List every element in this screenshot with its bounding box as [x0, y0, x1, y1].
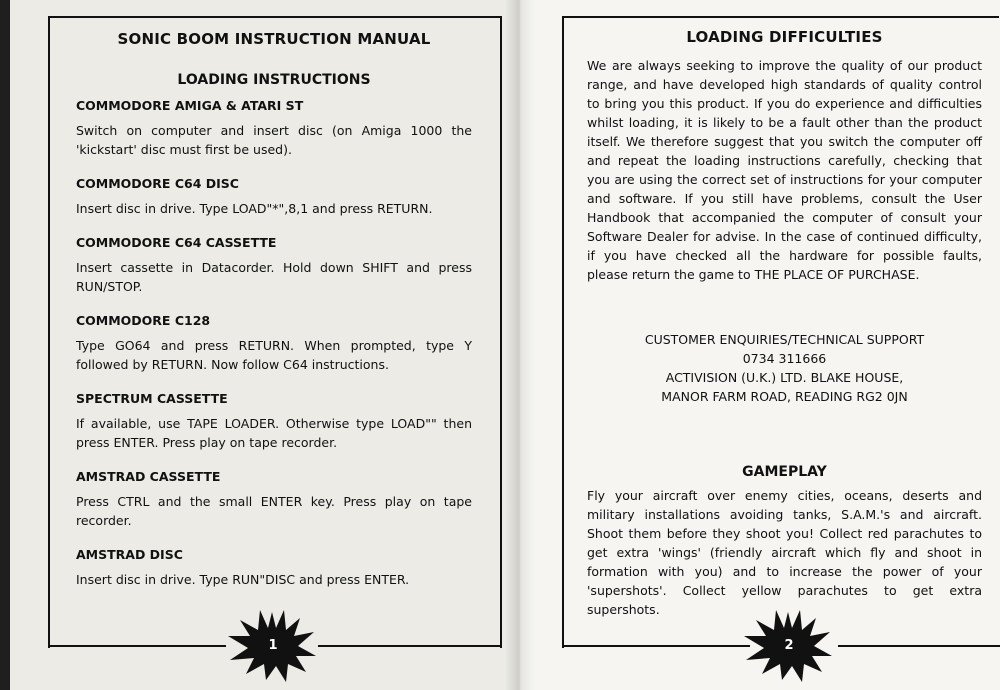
gameplay-title: GAMEPLAY [742, 464, 827, 480]
contact-block [587, 330, 982, 406]
section-heading: AMSTRAD CASSETTE [76, 469, 221, 484]
section-heading: COMMODORE C128 [76, 313, 211, 328]
right-page-content [587, 28, 982, 619]
book-spine-shadow [505, 0, 535, 690]
loading-difficulties-title: LOADING DIFFICULTIES [686, 28, 883, 46]
contact-line: MANOR FARM ROAD, READING RG2 0JN [661, 389, 908, 404]
loading-instructions-title: LOADING INSTRUCTIONS [177, 72, 371, 88]
contact-phone: 0734 311666 [742, 351, 827, 366]
contact-line: CUSTOMER ENQUIRIES/TECHNICAL SUPPORT [644, 332, 925, 347]
section-text: Type GO64 and press RETURN. When prompted, type Y followed by RETURN. Now follow C64 instructions. [76, 338, 472, 372]
loading-difficulties-text: We are always seeking to improve the quality of our product range, and have developed high standards of quality control to bring you this product. If you do experience and difficulties whilst loading, it is likely to be a fault other than the product itself. We therefore suggest that you switch the computer off and repeat the loading instructions carefully, checking that you are using the correct set of instructions for your computer and software. If you still have problems, consult the User Handbook that accompanied the computer of consult your Software Dealer for advise. In the case of continued difficulty, if you have checked all the hardware for possible faults, please return the game to THE PLACE OF PURCHASE. [587, 58, 982, 282]
section-text: Insert disc in drive. Type RUN"DISC and press ENTER. [76, 572, 410, 587]
section-text: Press CTRL and the small ENTER key. Press play on tape recorder. [76, 494, 472, 528]
section-heading: AMSTRAD DISC [76, 547, 183, 562]
section-amstrad-cassette [76, 469, 472, 530]
left-page-content [76, 30, 472, 606]
page-number: 1 [268, 638, 278, 653]
section-c64-cassette [76, 235, 472, 296]
section-text: Switch on computer and insert disc (on Amiga 1000 the 'kickstart' disc must first be used). [76, 123, 472, 157]
section-heading: COMMODORE AMIGA & ATARI ST [76, 98, 304, 113]
gameplay-text: Fly your aircraft over enemy cities, oceans, deserts and military installations avoiding tanks, S.A.M.'s and aircraft. Shoot them before they shoot you! Collect red parachutes to get extra 'wings' (friendly aircraft which fly and shoot in formation with you) and to increase the power of your 'supershots'. Collect yellow parachutes to get extra supershots. [587, 488, 982, 617]
section-text: Insert cassette in Datacorder. Hold down SHIFT and press RUN/STOP. [76, 260, 472, 294]
contact-line: ACTIVISION (U.K.) LTD. BLAKE HOUSE, [665, 370, 904, 385]
section-heading: COMMODORE C64 DISC [76, 176, 239, 191]
right-bottom-rule-a [562, 645, 750, 647]
page-number: 2 [784, 638, 794, 653]
section-c64-disc [76, 176, 472, 218]
section-amstrad-disc [76, 547, 472, 589]
left-bottom-rule-b [318, 645, 500, 647]
section-c128 [76, 313, 472, 374]
page-edge [0, 0, 10, 690]
section-text: Insert disc in drive. Type LOAD"*",8,1 and press RETURN. [76, 201, 433, 216]
left-bottom-rule-a [48, 645, 226, 647]
section-heading: SPECTRUM CASSETTE [76, 391, 228, 406]
section-amiga-atari [76, 98, 472, 159]
section-heading: COMMODORE C64 CASSETTE [76, 235, 277, 250]
section-spectrum-cassette [76, 391, 472, 452]
right-bottom-rule-b [838, 645, 1000, 647]
section-text: If available, use TAPE LOADER. Otherwise type LOAD"" then press ENTER. Press play on tape recorder. [76, 416, 472, 450]
manual-title: SONIC BOOM INSTRUCTION MANUAL [117, 30, 431, 48]
